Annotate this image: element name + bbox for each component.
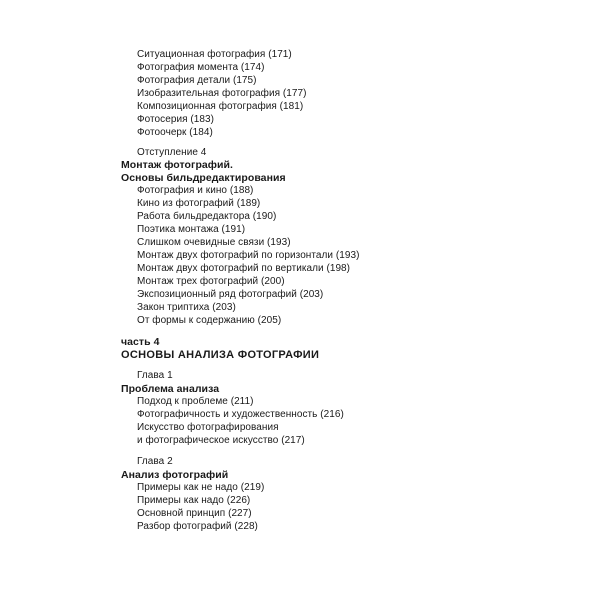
- toc-entry: Работа бильдредактора (190): [137, 211, 277, 222]
- toc-entry: От формы к содержанию (205): [137, 315, 282, 326]
- toc-entry: Изобразительная фотография (177): [137, 88, 307, 99]
- toc-entry: Ситуационная фотография (171): [137, 49, 292, 60]
- toc-entry: Разбор фотографий (228): [137, 521, 258, 532]
- chapter-title: Анализ фотографий: [121, 469, 229, 481]
- digression-title-line1: Монтаж фотографий.: [121, 159, 234, 171]
- chapter-label: Глава 2: [137, 456, 173, 467]
- part-label: часть 4: [121, 336, 160, 348]
- toc-entry: Поэтика монтажа (191): [137, 224, 246, 235]
- part-title: ОСНОВЫ АНАЛИЗА ФОТОГРАФИИ: [121, 349, 320, 361]
- toc-entry: Фотоочерк (184): [137, 127, 213, 138]
- chapter-title: Проблема анализа: [121, 383, 220, 395]
- toc-entry: Фотография детали (175): [137, 75, 257, 86]
- toc-entry: Подход к проблеме (211): [137, 396, 254, 407]
- chapter-label: Глава 1: [137, 370, 173, 381]
- toc-entry: и фотографическое искусство (217): [137, 435, 305, 446]
- toc-entry: Фотография момента (174): [137, 62, 265, 73]
- toc-entry: Слишком очевидные связи (193): [137, 237, 291, 248]
- toc-entry: Примеры как не надо (219): [137, 482, 265, 493]
- toc-entry: Закон триптиха (203): [137, 302, 236, 313]
- toc-entry: Фотографичность и художественность (216): [137, 409, 344, 420]
- toc-entry: Фотосерия (183): [137, 114, 214, 125]
- toc-entry: Примеры как надо (226): [137, 495, 251, 506]
- toc-entry: Монтаж двух фотографий по вертикали (198): [137, 263, 351, 274]
- toc-entry: Композиционная фотография (181): [137, 101, 304, 112]
- toc-entry: Кино из фотографий (189): [137, 198, 261, 209]
- toc-entry: Искусство фотографирования: [137, 422, 279, 433]
- toc-entry: Основной принцип (227): [137, 508, 252, 519]
- toc-entry: Монтаж трех фотографий (200): [137, 276, 285, 287]
- toc-entry: Монтаж двух фотографий по горизонтали (193): [137, 250, 360, 261]
- digression-title-line2: Основы бильдредактирования: [121, 172, 286, 184]
- digression-label: Отступление 4: [137, 147, 207, 158]
- toc-entry: Экспозиционный ряд фотографий (203): [137, 289, 324, 300]
- toc-entry: Фотография и кино (188): [137, 185, 254, 196]
